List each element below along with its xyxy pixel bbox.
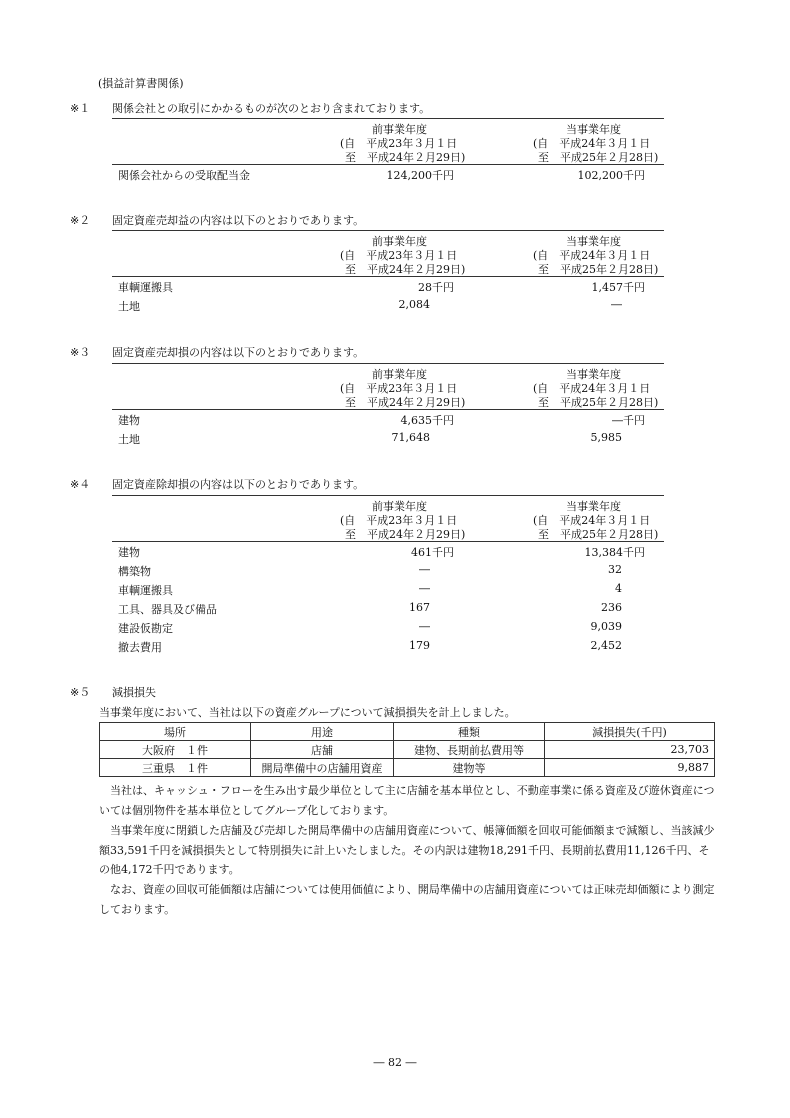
note4-row-label: 撤去費用 <box>118 641 162 654</box>
cell-location: 大阪府 １件 <box>100 741 251 759</box>
note4-row-curr: 13,384千円 <box>584 546 645 559</box>
note1-row-label: 関係会社からの受取配当金 <box>118 169 250 182</box>
curr-year-to: 至 平成25年２月28日) <box>538 396 659 409</box>
note5-title: 減損損失 <box>112 686 156 699</box>
note4-row-prev: ― <box>419 563 430 576</box>
curr-year-to: 至 平成25年２月28日) <box>538 528 659 541</box>
note4-header-rule <box>112 541 664 542</box>
cell-type: 建物等 <box>394 759 545 777</box>
note4-row-label: 車輌運搬具 <box>118 584 173 597</box>
header-loss: 減損損失(千円) <box>545 723 715 741</box>
note3-header-rule <box>112 409 664 410</box>
header-location: 場所 <box>100 723 251 741</box>
note3-row-prev: 71,648 <box>391 431 430 444</box>
note4-mark: ※４ <box>70 478 91 491</box>
note3-row-curr: ―千円 <box>612 414 645 427</box>
note1-row-curr: 102,200千円 <box>577 169 645 182</box>
curr-year-title: 当事業年度 <box>566 500 621 513</box>
note5-paragraph: 当事業年度に閉鎖した店舗及び売却した開局準備中の店舗用資産について、帳簿価額を回収可能価額まで減額し、当該減少額33,591千円を減損損失として特別損失に計上いたしました。その内訳は建物18,291千円、長期前払費用11,126千円、その他4,172千円であります。 <box>99 824 715 877</box>
note5-paragraph: 当社は、キャッシュ・フローを生み出す最少単位として主に店舗を基本単位とし、不動産事業に係る資産及び遊休資産については個別物件を基本単位としてグループ化しております。 <box>99 784 715 817</box>
note3-row-curr: 5,985 <box>590 431 622 444</box>
cell-loss: 23,703 <box>545 741 715 759</box>
note4-row-label: 構築物 <box>118 565 151 578</box>
page-number: ― 82 ― <box>373 1056 417 1069</box>
note4-row-prev: ― <box>419 582 430 595</box>
prev-year-to: 至 平成24年２月29日) <box>345 396 466 409</box>
curr-year-from: (自 平成24年３月１日 <box>533 514 651 527</box>
note5-mark: ※５ <box>70 686 91 699</box>
cell-loss: 9,887 <box>545 759 715 777</box>
curr-year-title: 当事業年度 <box>566 235 621 248</box>
note2-top-rule <box>112 230 664 231</box>
note4-row-curr: 236 <box>601 601 622 614</box>
curr-year-to: 至 平成25年２月28日) <box>538 263 659 276</box>
prev-year-to: 至 平成24年２月29日) <box>345 263 466 276</box>
note4-row-curr: 4 <box>615 582 622 595</box>
cell-usage: 店舗 <box>251 741 394 759</box>
prev-year-from: (自 平成23年３月１日 <box>340 249 458 262</box>
prev-year-from: (自 平成23年３月１日 <box>340 137 458 150</box>
note1-row-prev: 124,200千円 <box>386 169 454 182</box>
note4-row-prev: ― <box>419 620 430 633</box>
table-row <box>100 759 715 777</box>
curr-year-title: 当事業年度 <box>566 368 621 381</box>
note2-row-label: 車輌運搬具 <box>118 281 173 294</box>
prev-year-to: 至 平成24年２月29日) <box>345 528 466 541</box>
note3-row-label: 建物 <box>118 414 140 427</box>
note2-mark: ※２ <box>70 214 91 227</box>
note4-top-rule <box>112 495 664 496</box>
note1-top-rule <box>112 118 664 119</box>
cell-usage: 開局準備中の店舗用資産 <box>251 759 394 777</box>
note1-mark: ※１ <box>70 102 91 115</box>
note4-row-curr: 32 <box>608 563 622 576</box>
prev-year-title: 前事業年度 <box>372 123 427 136</box>
cell-type: 建物、長期前払費用等 <box>394 741 545 759</box>
note2-row-prev: 2,084 <box>398 298 430 311</box>
curr-year-from: (自 平成24年３月１日 <box>533 249 651 262</box>
note3-top-rule <box>112 363 664 364</box>
prev-year-to: 至 平成24年２月29日) <box>345 151 466 164</box>
prev-year-from: (自 平成23年３月１日 <box>340 382 458 395</box>
section-title: (損益計算書関係) <box>98 77 184 90</box>
note4-row-label: 工具、器具及び備品 <box>118 603 217 616</box>
note3-row-label: 土地 <box>118 433 140 446</box>
note1-header-rule <box>112 164 664 165</box>
note1-title: 関係会社との取引にかかるものが次のとおり含まれております。 <box>112 102 431 115</box>
note4-row-prev: 179 <box>409 639 430 652</box>
note4-row-prev: 461千円 <box>411 546 454 559</box>
note2-row-curr: ― <box>611 298 622 311</box>
note3-row-prev: 4,635千円 <box>400 414 454 427</box>
curr-year-from: (自 平成24年３月１日 <box>533 137 651 150</box>
note4-row-prev: 167 <box>409 601 430 614</box>
prev-year-title: 前事業年度 <box>372 368 427 381</box>
note4-row-curr: 9,039 <box>590 620 622 633</box>
impairment-table <box>99 722 715 777</box>
note5-paragraph: なお、資産の回収可能価額は店舗については使用価値により、開局準備中の店舗用資産については正味売却価額により測定しております。 <box>99 883 715 916</box>
note4-row-label: 建設仮勘定 <box>118 622 173 635</box>
note4-row-curr: 2,452 <box>590 639 622 652</box>
note2-header-rule <box>112 276 664 277</box>
header-type: 種類 <box>394 723 545 741</box>
cell-location: 三重県 １件 <box>100 759 251 777</box>
prev-year-title: 前事業年度 <box>372 500 427 513</box>
prev-year-from: (自 平成23年３月１日 <box>340 514 458 527</box>
impairment-table-header <box>100 723 715 741</box>
note3-mark: ※３ <box>70 346 91 359</box>
table-row <box>100 741 715 759</box>
curr-year-to: 至 平成25年２月28日) <box>538 151 659 164</box>
note5-intro: 当事業年度において、当社は以下の資産グループについて減損損失を計上しました。 <box>99 706 516 719</box>
prev-year-title: 前事業年度 <box>372 235 427 248</box>
note2-row-label: 土地 <box>118 300 140 313</box>
note4-title: 固定資産除却損の内容は以下のとおりであります。 <box>112 478 365 491</box>
note2-row-curr: 1,457千円 <box>591 281 645 294</box>
note2-row-prev: 28千円 <box>418 281 454 294</box>
note3-title: 固定資産売却損の内容は以下のとおりであります。 <box>112 346 365 359</box>
curr-year-from: (自 平成24年３月１日 <box>533 382 651 395</box>
note2-title: 固定資産売却益の内容は以下のとおりであります。 <box>112 214 365 227</box>
curr-year-title: 当事業年度 <box>566 123 621 136</box>
header-usage: 用途 <box>251 723 394 741</box>
note4-row-label: 建物 <box>118 546 140 559</box>
